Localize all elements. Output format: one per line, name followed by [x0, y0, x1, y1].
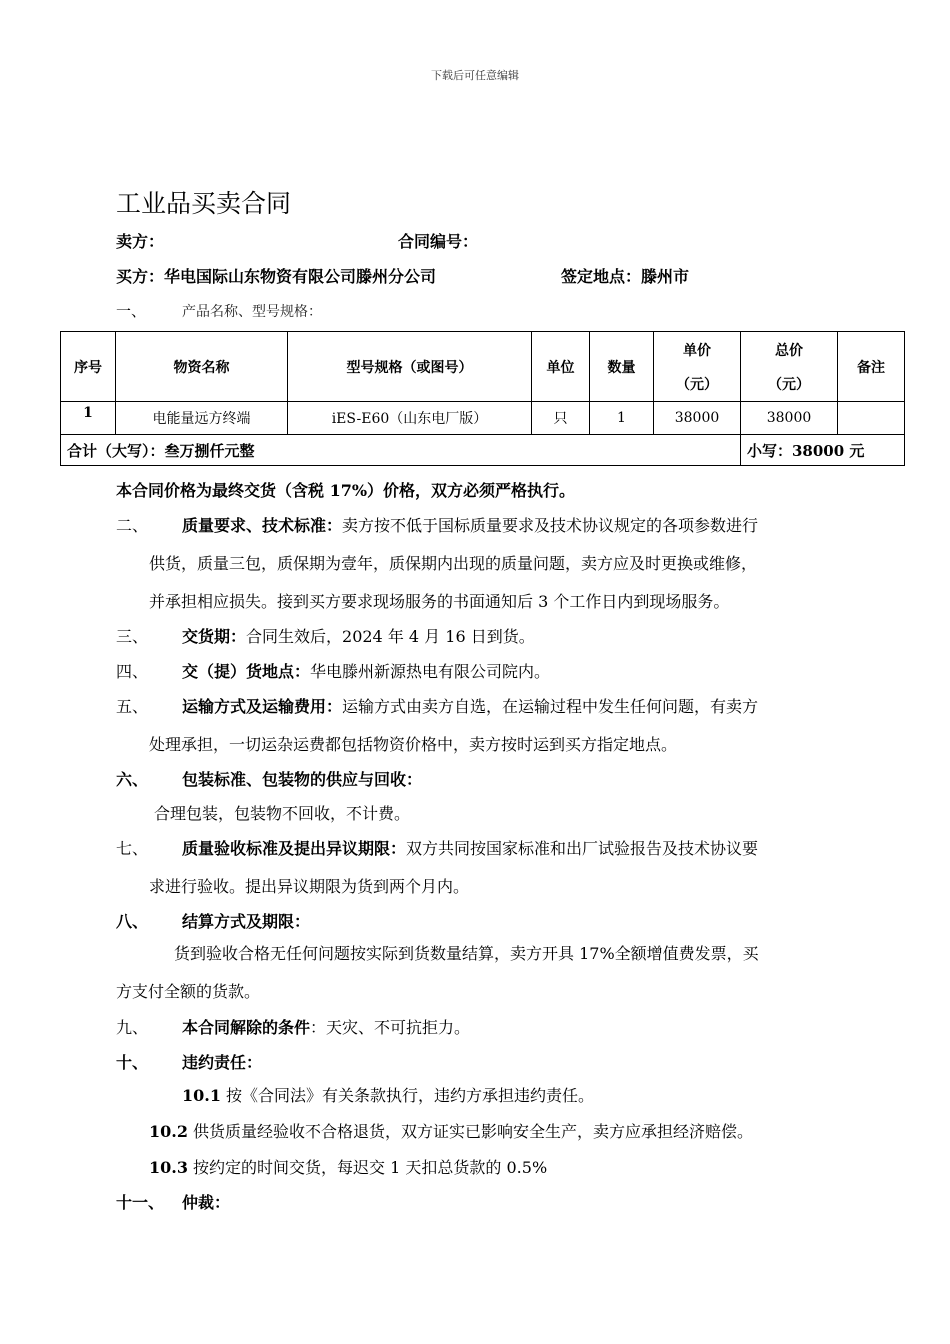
header-model: 型号规格（或图号） — [288, 332, 532, 402]
section-6 — [116, 767, 422, 790]
cell-name: 电能量远方终端 — [116, 402, 288, 435]
section-7-line1: 双方共同按国家标准和出厂试验报告及技术协议要 — [406, 839, 759, 858]
section-10-item2 — [149, 1119, 753, 1142]
section-4 — [116, 659, 550, 682]
seller-label: 卖方： — [116, 232, 165, 251]
cell-seq: 1 — [61, 402, 116, 435]
section-11 — [116, 1190, 230, 1213]
cell-total: 38000 — [741, 402, 838, 435]
section-5-title: 运输方式及运输费用： — [182, 697, 343, 716]
section-9-title: 本合同解除的条件 — [182, 1018, 311, 1037]
header-total-line1: 总价 — [775, 342, 803, 359]
cell-model: iES-E60（山东电厂版） — [288, 402, 532, 435]
header-remark: 备注 — [838, 332, 905, 402]
section-5-number: 五、 — [116, 697, 149, 716]
section-4-number: 四、 — [116, 662, 149, 681]
item-10-2-text: 供货质量经验收不合格退货，双方证实已影响安全生产，卖方应承担经济赔偿。 — [187, 1122, 754, 1141]
section-2-title: 质量要求、技术标准： — [182, 516, 343, 535]
price-note: 本合同价格为最终交货（含税 17%）价格，双方必须严格执行。 — [116, 481, 576, 500]
section-3 — [116, 624, 535, 647]
section-4-text: 华电滕州新源热电有限公司院内。 — [310, 662, 551, 681]
product-table — [60, 331, 905, 466]
header-total-line2: （元） — [768, 376, 810, 393]
header-seq: 序号 — [61, 332, 116, 402]
sign-place: 签定地点：滕州市 — [561, 267, 690, 286]
section-3-title: 交货期： — [182, 627, 247, 646]
header-total — [741, 332, 838, 402]
header-unit-price-line2: （元） — [676, 376, 718, 393]
section-1-number: 一、 — [116, 302, 147, 320]
section-2-number: 二、 — [116, 516, 149, 535]
cell-remark — [838, 402, 905, 435]
section-6-title: 包装标准、包装物的供应与回收： — [182, 770, 423, 789]
section-3-number: 三、 — [116, 627, 149, 646]
cell-qty: 1 — [590, 402, 654, 435]
section-11-number: 十一、 — [116, 1193, 165, 1212]
table-header-row — [61, 332, 905, 402]
cell-unit-price: 38000 — [654, 402, 741, 435]
section-2-line1: 卖方按不低于国标质量要求及技术协议规定的各项参数进行 — [342, 516, 759, 535]
header-unit-price — [654, 332, 741, 402]
section-7-title: 质量验收标准及提出异议期限： — [182, 839, 407, 858]
header-note: 下载后可任意编辑 — [431, 69, 519, 82]
section-4-title: 交（提）货地点： — [182, 662, 311, 681]
section-9-number: 九、 — [116, 1018, 149, 1037]
section-5-line1: 运输方式由卖方自选，在运输过程中发生任何问题，有卖方 — [342, 697, 759, 716]
sum-lower: 小写：38000 元 — [741, 435, 905, 466]
item-10-1-text: 按《合同法》有关条款执行，违约方承担违约责任。 — [220, 1086, 595, 1105]
section-8-line1: 货到验收合格无任何问题按实际到货数量结算，卖方开具 17%全额增值费发票，买 — [174, 944, 759, 963]
section-7 — [116, 836, 758, 859]
section-10-number: 十、 — [116, 1053, 149, 1072]
item-10-1-number: 10.1 — [182, 1086, 221, 1105]
contract-no-label: 合同编号： — [398, 232, 479, 251]
section-5 — [116, 694, 758, 717]
section-8-title: 结算方式及期限： — [182, 912, 311, 931]
section-8-line2: 方支付全额的货款。 — [116, 982, 261, 1001]
section-8 — [116, 909, 310, 932]
section-2-line2: 供货，质量三包，质保期为壹年，质保期内出现的质量问题，卖方应及时更换或维修， — [149, 554, 758, 573]
section-3-text: 合同生效后，2024 年 4 月 16 日到货。 — [246, 627, 535, 646]
table-total-row — [61, 435, 905, 466]
table-row — [61, 402, 905, 435]
document-title: 工业品买卖合同 — [116, 189, 292, 218]
section-9 — [116, 1015, 470, 1038]
section-8-number: 八、 — [116, 912, 149, 931]
item-10-3-text: 按约定的时间交货，每迟交 1 天扣总货款的 0.5% — [187, 1158, 548, 1177]
section-10-item1 — [182, 1083, 594, 1106]
section-6-line1: 合理包装，包装物不回收，不计费。 — [154, 804, 411, 823]
section-10 — [116, 1050, 262, 1073]
section-1-heading — [116, 300, 322, 321]
cell-unit: 只 — [532, 402, 590, 435]
header-qty: 数量 — [590, 332, 654, 402]
section-5-line2: 处理承担，一切运杂运费都包括物资价格中，卖方按时运到买方指定地点。 — [149, 735, 678, 754]
section-6-number: 六、 — [116, 770, 149, 789]
section-7-number: 七、 — [116, 839, 149, 858]
section-10-item3 — [149, 1155, 547, 1178]
sum-upper: 合计（大写）：叁万捌仟元整 — [61, 435, 741, 466]
header-name: 物资名称 — [116, 332, 288, 402]
section-9-text: ：天灾、不可抗拒力。 — [310, 1018, 471, 1037]
section-1-text: 产品名称、型号规格： — [182, 304, 322, 320]
section-11-title: 仲裁： — [182, 1193, 231, 1212]
header-unit: 单位 — [532, 332, 590, 402]
buyer-line: 买方：华电国际山东物资有限公司滕州分公司 — [116, 267, 437, 286]
item-10-2-number: 10.2 — [149, 1122, 188, 1141]
item-10-3-number: 10.3 — [149, 1158, 188, 1177]
header-unit-price-line1: 单价 — [683, 342, 711, 359]
section-7-line2: 求进行验收。提出异议期限为货到两个月内。 — [149, 877, 470, 896]
section-2-line3: 并承担相应损失。接到买方要求现场服务的书面通知后 3 个工作日内到现场服务。 — [149, 592, 730, 611]
section-10-title: 违约责任： — [182, 1053, 263, 1072]
section-2 — [116, 513, 758, 536]
